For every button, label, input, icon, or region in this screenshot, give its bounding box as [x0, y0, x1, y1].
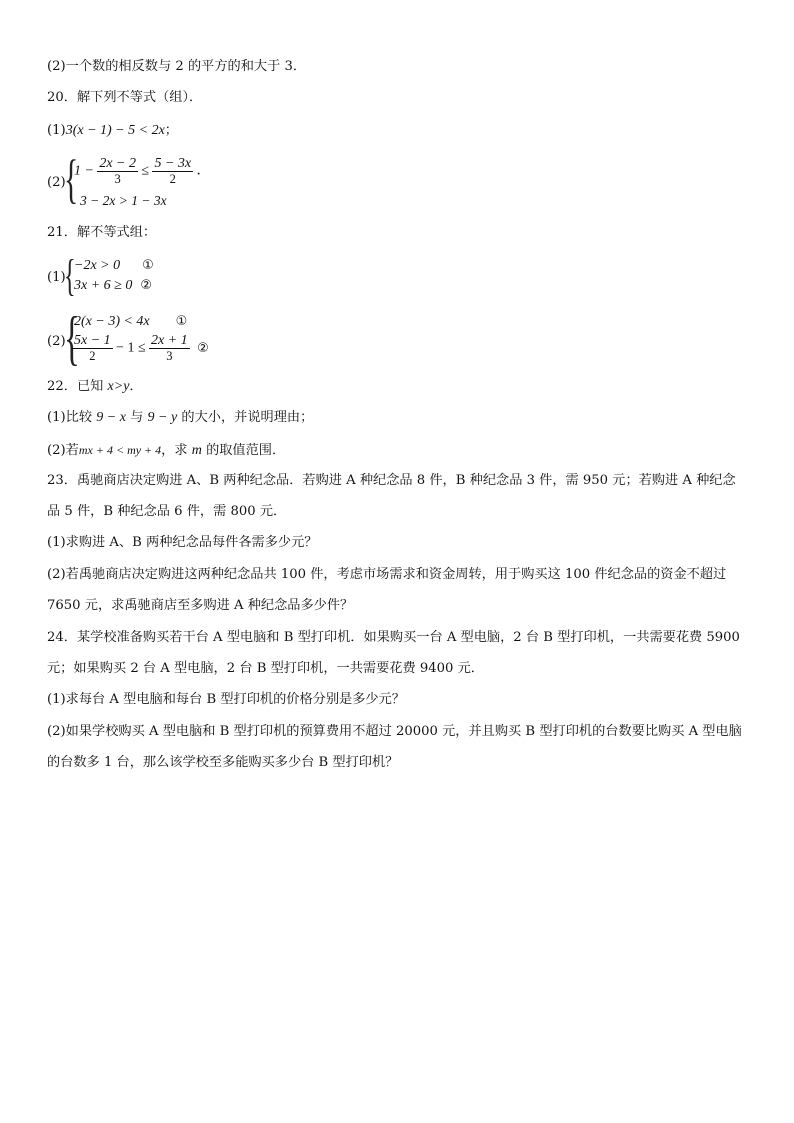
system-row-1	[74, 313, 187, 330]
fraction-denominator: 3	[114, 172, 121, 186]
heading-text: 22．已知	[47, 379, 104, 394]
problem-22-heading	[47, 378, 143, 396]
text: 的大小，并说明理由；	[181, 410, 314, 425]
system-row-2	[74, 277, 152, 294]
fraction-denominator: 3	[166, 349, 173, 363]
left-brace: {	[64, 149, 79, 209]
text: ，求	[161, 443, 188, 458]
problem-24-line1: 24．某学校准备购买若干台 A 型电脑和 B 型打印机．如果购买一台 A 型电脑，2 台 B 型打印机，一共需要花费 5900	[47, 630, 740, 645]
problem-21-part2-label: (2)	[47, 334, 66, 349]
expression: 9 − x	[96, 410, 126, 425]
expression: mx + 4 < my + 4	[78, 443, 162, 457]
text: (2)若	[47, 443, 79, 458]
text: 的取值范围．	[206, 443, 286, 458]
problem-24-part1: (1)求每台 A 型电脑和每台 B 型打印机的价格分别是多少元？	[47, 692, 405, 707]
problem-24-part2-line2: 的台数多 1 台，那么该学校至多能购买多少台 B 型打印机？	[47, 755, 399, 770]
fraction	[97, 156, 138, 187]
problem-23-line2: 品 5 件，B 种纪念品 6 件，需 800 元．	[47, 504, 287, 519]
inequality-1: 2(x − 3) < 4x	[74, 314, 150, 329]
problem-20-part2-label: (2)	[47, 175, 66, 190]
fraction	[149, 333, 190, 364]
expr-lead: 1 −	[74, 163, 94, 179]
fraction	[152, 156, 193, 187]
punctuation: ．	[196, 163, 211, 179]
system-row-1	[74, 156, 210, 187]
inequality-2: 3x + 6 ≥ 0	[74, 278, 133, 293]
fraction-numerator: 5x − 1	[74, 333, 111, 348]
problem-23-part2-line2: 7650 元，求禹驰商店至多购进 A 种纪念品多少件？	[47, 598, 354, 613]
problem-23-part1: (1)求购进 A、B 两种纪念品每件各需多少元？	[47, 535, 318, 550]
problem-20-part1	[47, 122, 178, 140]
circled-number-2: ②	[197, 340, 209, 356]
part-label: (1)	[47, 123, 66, 138]
text: (1)比较	[47, 410, 93, 425]
fraction-denominator: 2	[89, 349, 96, 363]
problem-22-part1	[47, 409, 313, 427]
expression: 9 − y	[147, 410, 178, 425]
problem-19-part2: (2)一个数的相反数与 2 的平方的和大于 3．	[47, 59, 307, 74]
le-sign: ≤	[141, 163, 150, 179]
system-row-2: 3 − 2x > 1 − 3x	[80, 193, 167, 208]
system-row-2	[72, 333, 209, 364]
problem-24-line2: 元；如果购买 2 台 A 型电脑，2 台 B 型打印机，一共需要花费 9400 元．	[47, 661, 484, 676]
circled-number-1: ①	[175, 314, 188, 329]
condition-expression: x>y	[107, 379, 130, 394]
problem-21-part1-label: (1)	[47, 270, 66, 285]
problem-23-line1: 23．禹驰商店决定购进 A、B 两种纪念品．若购进 A 种纪念品 8 件，B 种纪念品 3 件，需 950 元；若购进 A 种纪念	[47, 473, 736, 488]
punctuation: ．	[129, 379, 143, 394]
fraction	[72, 333, 113, 364]
fraction-numerator: 2x + 1	[151, 333, 188, 348]
left-brace: {	[64, 305, 80, 371]
problem-24-part2-line1: (2)如果学校购买 A 型电脑和 B 型打印机的预算费用不超过 20000 元，并且购买 B 型打印机的台数要比购买 A 型电脑	[47, 724, 742, 739]
text: 与	[130, 410, 144, 425]
circled-number-2: ②	[140, 278, 153, 293]
punctuation: ；	[164, 123, 178, 138]
left-brace: {	[64, 251, 76, 300]
fraction-numerator: 5 − 3x	[154, 156, 192, 171]
expr-middle: − 1 ≤	[116, 340, 146, 356]
fraction-denominator: 2	[169, 172, 176, 186]
problem-20-heading: 20．解下列不等式（组）．	[47, 90, 203, 105]
problem-21-heading: 21．解不等式组：	[47, 225, 157, 240]
problem-22-part2	[47, 441, 285, 460]
inequality-expression: 3(x − 1) − 5 < 2x	[65, 123, 165, 138]
variable-m: m	[191, 443, 202, 458]
system-row-1	[74, 257, 154, 274]
inequality-1: −2x > 0	[74, 258, 121, 273]
problem-23-part2-line1: (2)若禹驰商店决定购进这两种纪念品共 100 件，考虑市场需求和资金周转，用于购买这 100 件纪念品的资金不超过	[47, 567, 727, 582]
circled-number-1: ①	[142, 258, 154, 273]
fraction-numerator: 2x − 2	[99, 156, 136, 171]
